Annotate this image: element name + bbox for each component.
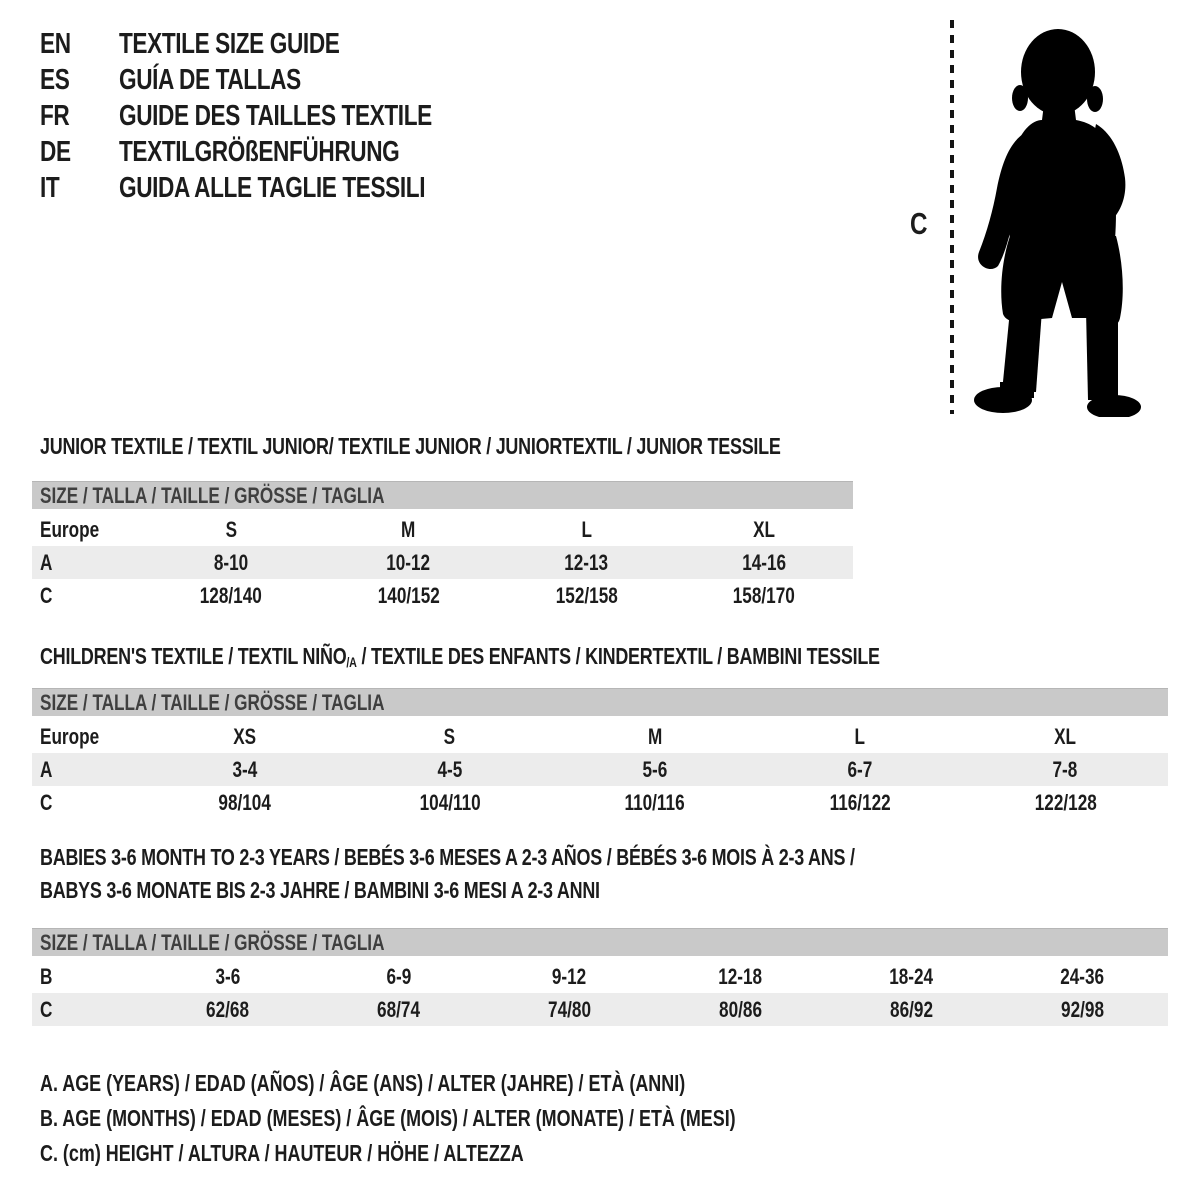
table-cell: 8-10 — [213, 549, 249, 575]
table-cell: 9-12 — [552, 963, 587, 989]
table-row-months — [32, 960, 1168, 993]
row-label: Europe — [40, 723, 100, 749]
table-cell: 3-6 — [215, 963, 240, 989]
language-code: ES — [40, 63, 70, 96]
guide-title-it: GUIDA ALLE TAGLIE TESSILI — [119, 171, 426, 204]
table-cell: XL — [1054, 723, 1077, 749]
row-label: A — [40, 549, 53, 575]
table-cell: 98/104 — [218, 789, 271, 815]
table-cell: 110/116 — [624, 789, 686, 815]
table-cell: 12-13 — [564, 549, 609, 575]
guide-title-fr: GUIDE DES TAILLES TEXTILE — [119, 99, 432, 132]
table-cell: 68/74 — [377, 996, 420, 1022]
language-row-de — [40, 134, 520, 170]
table-cell: M — [401, 516, 416, 542]
table-cell: L — [854, 723, 866, 749]
language-row-es — [40, 62, 520, 98]
guide-title-de: TEXTILGRÖßENFÜHRUNG — [119, 135, 400, 168]
table-cell: M — [647, 723, 663, 749]
table-cell: 92/98 — [1061, 996, 1104, 1022]
table-cell: 122/128 — [1034, 789, 1097, 815]
table-row-age — [32, 753, 1168, 786]
table-cell: S — [444, 723, 456, 749]
footnote-age-years: A. AGE (YEARS) / EDAD (AÑOS) / ÂGE (ANS) / ALTER (JAHRE) / ETÀ (ANNI) — [40, 1070, 686, 1096]
junior-size-table — [32, 481, 853, 612]
table-cell: 74/80 — [548, 996, 591, 1022]
junior-section-title: JUNIOR TEXTILE / TEXTIL JUNIOR/ TEXTILE JUNIOR / JUNIORTEXTIL / JUNIOR TESSILE — [40, 433, 781, 459]
table-cell: 80/86 — [719, 996, 762, 1022]
row-label: Europe — [40, 516, 100, 542]
language-title-list — [40, 26, 520, 206]
table-row-age — [32, 546, 853, 579]
guide-title-es: GUÍA DE TALLAS — [119, 63, 301, 96]
table-cell: 14-16 — [742, 549, 787, 575]
nino-a-subscript: /A — [346, 655, 357, 671]
height-measure-label: C — [910, 206, 928, 241]
table-cell: S — [225, 516, 237, 542]
row-label: B — [40, 963, 53, 989]
table-cell: L — [581, 516, 592, 542]
table-row-europe — [32, 720, 1168, 753]
table-row-height — [32, 993, 1168, 1026]
table-cell: 7-8 — [1052, 756, 1078, 782]
row-label: A — [40, 756, 53, 782]
table-cell: 3-4 — [232, 756, 257, 782]
children-size-table — [32, 688, 1168, 819]
table-cell: 128/140 — [199, 582, 262, 608]
table-cell: 152/158 — [555, 582, 618, 608]
babies-section-title: BABIES 3-6 MONTH TO 2-3 YEARS / BEBÉS 3-6 MESES A 2-3 AÑOS / BÉBÉS 3-6 MOIS À 2-3 ANS / BABYS 3-6 MONATE BIS 2-3 JAHRE / BAMBINI 3-6 MESI A 2-3 ANNI — [40, 844, 855, 903]
guide-title-en: TEXTILE SIZE GUIDE — [119, 27, 340, 60]
table-cell: 18-24 — [889, 963, 934, 989]
table-header-bar: SIZE / TALLA / TAILLE / GRÖSSE / TAGLIA — [32, 688, 1168, 716]
language-code: FR — [40, 99, 70, 132]
babies-size-table — [32, 928, 1168, 1026]
table-cell: 10-12 — [386, 549, 431, 575]
table-cell: 158/170 — [733, 582, 796, 608]
table-cell: 12-18 — [718, 963, 763, 989]
table-header-bar: SIZE / TALLA / TAILLE / GRÖSSE / TAGLIA — [32, 481, 853, 509]
toddler-silhouette-icon — [948, 12, 1143, 417]
row-label: C — [40, 996, 53, 1022]
footnote-age-months: B. AGE (MONTHS) / EDAD (MESES) / ÂGE (MOIS) / ALTER (MONATE) / ETÀ (MESI) — [40, 1105, 736, 1131]
table-cell: 116/122 — [829, 789, 891, 815]
language-row-en — [40, 26, 520, 62]
table-cell: 5-6 — [642, 756, 668, 782]
table-cell: XS — [233, 723, 257, 749]
table-cell: 104/110 — [419, 789, 481, 815]
language-code: EN — [40, 27, 71, 60]
table-row-europe — [32, 513, 853, 546]
table-cell: 86/92 — [890, 996, 933, 1022]
language-code: IT — [40, 171, 60, 204]
table-cell: 4-5 — [437, 756, 463, 782]
row-label: C — [40, 582, 53, 608]
table-header-bar: SIZE / TALLA / TAILLE / GRÖSSE / TAGLIA — [32, 928, 1168, 956]
table-row-height — [32, 579, 853, 612]
table-cell: XL — [753, 516, 776, 542]
footnote-legend — [40, 1066, 932, 1171]
language-row-it — [40, 170, 520, 206]
table-cell: 140/152 — [377, 582, 440, 608]
children-section-title: CHILDREN'S TEXTILE / TEXTIL $NIÑO_{/A}$ / TEXTILE DES ENFANTS / KINDERTEXTIL / BAMBINI TESSILE — [40, 643, 880, 671]
table-cell: 6-7 — [847, 756, 873, 782]
table-cell: 24-36 — [1060, 963, 1105, 989]
language-code: DE — [40, 135, 71, 168]
footnote-height-cm: C. (cm) HEIGHT / ALTURA / HAUTEUR / HÖHE / ALTEZZA — [40, 1140, 524, 1166]
table-cell: 6-9 — [386, 963, 411, 989]
language-row-fr — [40, 98, 520, 134]
table-cell: 62/68 — [206, 996, 249, 1022]
row-label: C — [40, 789, 53, 815]
table-row-height — [32, 786, 1168, 819]
